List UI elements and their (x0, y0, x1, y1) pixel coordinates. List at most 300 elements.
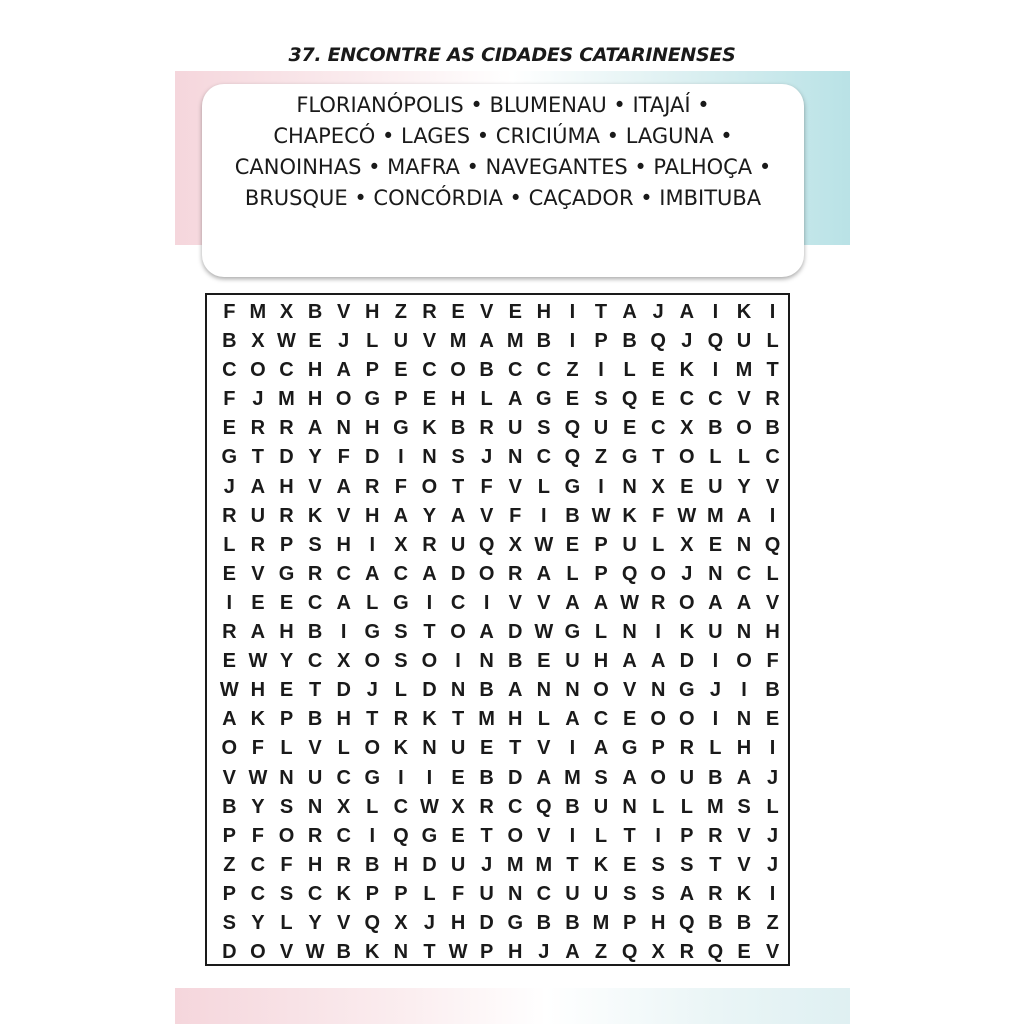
grid-cell-r9-c19[interactable]: N (736, 533, 752, 556)
grid-cell-r4-c2[interactable]: J (252, 388, 264, 411)
grid-cell-r20-c9[interactable]: U (450, 853, 466, 876)
grid-cell-r2-c6[interactable]: L (366, 330, 379, 353)
grid-cell-r10-c5[interactable]: C (336, 562, 351, 585)
grid-cell-r18-c9[interactable]: X (451, 795, 465, 818)
word-search-grid[interactable] (215, 298, 787, 967)
grid-cell-r21-c20[interactable]: I (769, 882, 776, 905)
grid-cell-r15-c14[interactable]: C (593, 708, 609, 731)
grid-cell-r14-c17[interactable]: G (679, 679, 695, 702)
grid-cell-r15-c12[interactable]: L (537, 708, 550, 731)
grid-cell-r18-c7[interactable]: C (393, 795, 409, 818)
grid-cell-r10-c11[interactable]: R (508, 562, 523, 585)
grid-cell-r5-c20[interactable]: B (765, 417, 780, 440)
grid-cell-r21-c18[interactable]: R (708, 882, 723, 905)
grid-cell-r23-c8[interactable]: T (423, 941, 436, 964)
grid-cell-r9-c11[interactable]: X (508, 533, 522, 556)
grid-cell-r8-c13[interactable]: B (565, 504, 580, 527)
grid-cell-r17-c7[interactable]: I (398, 766, 404, 789)
grid-cell-r15-c15[interactable]: E (622, 708, 637, 731)
grid-cell-r13-c18[interactable]: I (712, 650, 719, 673)
grid-cell-r20-c13[interactable]: T (566, 853, 579, 876)
grid-cell-r21-c11[interactable]: N (508, 882, 523, 905)
grid-cell-r18-c13[interactable]: B (565, 795, 580, 818)
grid-cell-r10-c12[interactable]: A (536, 562, 552, 585)
grid-cell-r21-c7[interactable]: P (394, 882, 408, 905)
grid-cell-r9-c13[interactable]: E (565, 533, 580, 556)
grid-cell-r20-c5[interactable]: R (336, 853, 351, 876)
grid-cell-r3-c10[interactable]: B (479, 359, 494, 382)
grid-cell-r16-c6[interactable]: O (364, 737, 381, 760)
grid-cell-r11-c7[interactable]: G (393, 591, 409, 614)
grid-cell-r14-c2[interactable]: H (250, 679, 266, 702)
grid-cell-r17-c13[interactable]: M (564, 766, 581, 789)
grid-cell-r7-c14[interactable]: I (598, 475, 604, 498)
grid-cell-r11-c16[interactable]: R (650, 591, 666, 614)
grid-cell-r4-c14[interactable]: S (594, 388, 608, 411)
grid-cell-r3-c4[interactable]: H (307, 359, 323, 382)
grid-cell-r1-c19[interactable]: K (736, 301, 752, 323)
grid-cell-r22-c14[interactable]: M (592, 911, 610, 934)
grid-cell-r16-c4[interactable]: V (308, 737, 322, 760)
grid-cell-r17-c6[interactable]: G (364, 766, 381, 789)
grid-cell-r12-c18[interactable]: U (708, 621, 723, 644)
grid-cell-r14-c4[interactable]: T (308, 679, 322, 702)
grid-cell-r9-c5[interactable]: H (336, 533, 351, 556)
grid-cell-r15-c9[interactable]: T (451, 708, 465, 731)
grid-cell-r14-c7[interactable]: L (394, 679, 407, 702)
grid-cell-r16-c7[interactable]: K (393, 737, 409, 760)
grid-cell-r22-c15[interactable]: P (622, 911, 637, 934)
grid-cell-r12-c4[interactable]: B (307, 621, 323, 644)
grid-cell-r14-c9[interactable]: N (450, 679, 466, 702)
grid-cell-r23-c4[interactable]: W (305, 941, 325, 964)
grid-cell-r12-c19[interactable]: N (736, 621, 752, 644)
grid-cell-r13-c3[interactable]: Y (279, 650, 294, 673)
grid-cell-r7-c19[interactable]: Y (737, 475, 751, 498)
grid-cell-r6-c14[interactable]: Z (594, 446, 608, 469)
grid-cell-r7-c10[interactable]: F (480, 475, 493, 498)
grid-cell-r4-c6[interactable]: G (364, 388, 381, 411)
grid-cell-r1-c4[interactable]: B (307, 301, 323, 323)
grid-cell-r7-c11[interactable]: V (508, 475, 522, 498)
grid-cell-r2-c7[interactable]: U (393, 330, 409, 353)
grid-cell-r8-c5[interactable]: V (337, 504, 351, 527)
grid-cell-r20-c6[interactable]: B (365, 853, 380, 876)
grid-cell-r10-c19[interactable]: C (736, 562, 752, 585)
grid-cell-r20-c4[interactable]: H (307, 853, 323, 876)
grid-cell-r5-c19[interactable]: O (736, 417, 752, 440)
grid-cell-r3-c1[interactable]: C (222, 359, 237, 382)
grid-cell-r22-c13[interactable]: B (565, 911, 580, 934)
grid-cell-r7-c17[interactable]: E (680, 475, 694, 498)
grid-cell-r8-c11[interactable]: F (509, 504, 522, 527)
grid-cell-r21-c6[interactable]: P (365, 882, 379, 905)
grid-cell-r8-c19[interactable]: A (736, 504, 752, 527)
grid-cell-r9-c9[interactable]: U (450, 533, 466, 556)
grid-cell-r4-c18[interactable]: C (708, 388, 723, 411)
grid-cell-r14-c18[interactable]: J (709, 679, 721, 702)
grid-cell-r23-c18[interactable]: Q (707, 941, 724, 964)
grid-cell-r5-c2[interactable]: R (250, 417, 266, 440)
grid-cell-r1-c5[interactable]: V (337, 301, 351, 323)
grid-cell-r12-c12[interactable]: W (534, 621, 554, 644)
grid-cell-r9-c17[interactable]: X (680, 533, 694, 556)
grid-cell-r12-c6[interactable]: G (364, 621, 381, 644)
grid-cell-r12-c13[interactable]: G (564, 621, 581, 644)
grid-cell-r3-c17[interactable]: K (679, 359, 695, 382)
grid-cell-r12-c2[interactable]: A (250, 621, 266, 644)
grid-cell-r5-c14[interactable]: U (593, 417, 609, 440)
grid-cell-r1-c18[interactable]: I (712, 301, 719, 323)
grid-cell-r4-c11[interactable]: A (508, 388, 523, 411)
grid-cell-r18-c8[interactable]: W (420, 795, 439, 818)
grid-cell-r17-c20[interactable]: J (767, 766, 779, 789)
grid-cell-r20-c11[interactable]: M (506, 853, 524, 876)
grid-cell-r3-c5[interactable]: A (336, 359, 351, 382)
grid-cell-r17-c1[interactable]: V (222, 766, 236, 789)
grid-cell-r11-c18[interactable]: A (708, 591, 723, 614)
grid-cell-r19-c13[interactable]: I (569, 824, 576, 847)
grid-cell-r23-c17[interactable]: R (679, 941, 695, 964)
grid-cell-r17-c9[interactable]: E (451, 766, 465, 789)
grid-cell-r18-c20[interactable]: L (766, 795, 779, 818)
grid-cell-r4-c4[interactable]: H (307, 388, 323, 411)
grid-cell-r23-c19[interactable]: E (737, 941, 751, 964)
grid-cell-r16-c20[interactable]: I (769, 737, 776, 760)
grid-cell-r2-c18[interactable]: Q (707, 330, 724, 353)
grid-cell-r6-c1[interactable]: G (221, 446, 238, 469)
grid-cell-r19-c19[interactable]: V (737, 824, 751, 847)
grid-cell-r10-c7[interactable]: C (393, 562, 409, 585)
grid-cell-r18-c1[interactable]: B (222, 795, 237, 818)
grid-cell-r6-c8[interactable]: N (422, 446, 437, 469)
grid-cell-r11-c1[interactable]: I (226, 591, 233, 614)
grid-cell-r7-c2[interactable]: A (250, 475, 266, 498)
grid-cell-r23-c16[interactable]: X (651, 941, 665, 964)
grid-cell-r16-c12[interactable]: V (537, 737, 551, 760)
grid-cell-r11-c4[interactable]: C (307, 591, 323, 614)
grid-cell-r23-c12[interactable]: J (538, 941, 550, 964)
grid-cell-r4-c12[interactable]: G (536, 388, 552, 411)
grid-cell-r1-c2[interactable]: M (249, 301, 267, 323)
grid-cell-r22-c12[interactable]: B (536, 911, 552, 934)
grid-cell-r8-c3[interactable]: R (279, 504, 294, 527)
grid-cell-r8-c16[interactable]: F (652, 504, 665, 527)
grid-cell-r19-c4[interactable]: R (307, 824, 323, 847)
grid-cell-r15-c4[interactable]: B (307, 708, 323, 731)
grid-cell-r1-c17[interactable]: A (679, 301, 695, 323)
grid-cell-r10-c9[interactable]: D (450, 562, 466, 585)
grid-cell-r12-c16[interactable]: I (655, 621, 661, 644)
grid-cell-r10-c18[interactable]: N (708, 562, 723, 585)
grid-cell-r11-c15[interactable]: W (620, 591, 640, 614)
grid-cell-r14-c6[interactable]: J (366, 679, 378, 702)
grid-cell-r2-c17[interactable]: J (681, 330, 693, 353)
grid-cell-r15-c11[interactable]: H (508, 708, 523, 731)
grid-cell-r2-c11[interactable]: M (506, 330, 524, 353)
grid-cell-r11-c8[interactable]: I (426, 591, 433, 614)
grid-cell-r19-c7[interactable]: Q (393, 824, 409, 847)
grid-cell-r2-c9[interactable]: M (449, 330, 467, 353)
grid-cell-r10-c6[interactable]: A (365, 562, 380, 585)
grid-cell-r12-c8[interactable]: T (423, 621, 436, 644)
grid-cell-r14-c15[interactable]: V (622, 679, 637, 702)
grid-cell-r16-c9[interactable]: U (450, 737, 466, 760)
grid-cell-r12-c1[interactable]: R (222, 621, 237, 644)
grid-cell-r17-c16[interactable]: O (650, 766, 666, 789)
grid-cell-r10-c15[interactable]: Q (621, 562, 638, 585)
grid-cell-r21-c8[interactable]: L (423, 882, 436, 905)
grid-cell-r14-c12[interactable]: N (536, 679, 552, 702)
grid-cell-r6-c6[interactable]: D (365, 446, 380, 469)
grid-cell-r18-c2[interactable]: Y (251, 795, 265, 818)
grid-cell-r17-c15[interactable]: A (622, 766, 637, 789)
grid-cell-r8-c17[interactable]: W (677, 504, 697, 527)
grid-cell-r15-c8[interactable]: K (422, 708, 437, 731)
grid-cell-r6-c19[interactable]: L (737, 446, 751, 469)
grid-cell-r23-c3[interactable]: V (279, 941, 294, 964)
grid-cell-r15-c13[interactable]: A (565, 708, 580, 731)
grid-cell-r12-c11[interactable]: D (508, 621, 523, 644)
grid-cell-r3-c13[interactable]: Z (566, 359, 579, 382)
grid-cell-r15-c3[interactable]: P (279, 708, 294, 731)
grid-cell-r18-c14[interactable]: U (593, 795, 609, 818)
grid-cell-r4-c1[interactable]: F (223, 388, 236, 411)
grid-cell-r18-c19[interactable]: S (737, 795, 751, 818)
grid-cell-r5-c16[interactable]: C (650, 417, 666, 440)
grid-cell-r11-c17[interactable]: O (679, 591, 695, 614)
grid-cell-r11-c11[interactable]: V (508, 591, 522, 614)
grid-cell-r17-c18[interactable]: B (708, 766, 723, 789)
grid-cell-r19-c14[interactable]: L (594, 824, 608, 847)
grid-cell-r5-c10[interactable]: R (479, 417, 494, 440)
grid-cell-r20-c8[interactable]: D (422, 853, 437, 876)
grid-cell-r15-c5[interactable]: H (336, 708, 351, 731)
grid-cell-r9-c12[interactable]: W (534, 533, 554, 556)
grid-cell-r21-c17[interactable]: A (679, 882, 695, 905)
grid-cell-r19-c16[interactable]: I (655, 824, 661, 847)
grid-cell-r13-c9[interactable]: I (455, 650, 461, 673)
grid-cell-r16-c8[interactable]: N (422, 737, 437, 760)
grid-cell-r3-c8[interactable]: C (422, 359, 437, 382)
grid-cell-r21-c13[interactable]: U (565, 882, 580, 905)
grid-cell-r5-c11[interactable]: U (508, 417, 523, 440)
grid-cell-r18-c17[interactable]: L (680, 795, 693, 818)
grid-cell-r19-c20[interactable]: J (767, 824, 779, 847)
grid-cell-r4-c3[interactable]: M (278, 388, 295, 411)
grid-cell-r9-c18[interactable]: E (708, 533, 723, 556)
grid-cell-r3-c19[interactable]: M (735, 359, 753, 382)
grid-cell-r11-c9[interactable]: C (450, 591, 466, 614)
grid-cell-r6-c20[interactable]: C (765, 446, 780, 469)
grid-cell-r1-c10[interactable]: V (479, 301, 494, 323)
grid-cell-r13-c10[interactable]: N (479, 650, 494, 673)
grid-cell-r16-c5[interactable]: L (337, 737, 350, 760)
grid-cell-r11-c20[interactable]: V (765, 591, 780, 614)
grid-cell-r21-c2[interactable]: C (250, 882, 266, 905)
grid-cell-r20-c2[interactable]: C (250, 853, 266, 876)
grid-cell-r12-c3[interactable]: H (279, 621, 294, 644)
grid-cell-r9-c4[interactable]: S (308, 533, 322, 556)
grid-cell-r5-c7[interactable]: G (393, 417, 409, 440)
grid-cell-r19-c11[interactable]: O (507, 824, 524, 847)
grid-cell-r21-c12[interactable]: C (536, 882, 552, 905)
grid-cell-r17-c2[interactable]: W (248, 766, 268, 789)
grid-cell-r18-c6[interactable]: L (366, 795, 379, 818)
grid-cell-r22-c1[interactable]: S (222, 911, 236, 934)
grid-cell-r8-c4[interactable]: K (307, 504, 323, 527)
grid-cell-r18-c18[interactable]: M (707, 795, 724, 818)
grid-cell-r1-c13[interactable]: I (569, 301, 576, 323)
grid-cell-r4-c8[interactable]: E (422, 388, 437, 411)
grid-cell-r14-c8[interactable]: D (422, 679, 437, 702)
grid-cell-r9-c10[interactable]: Q (478, 533, 495, 556)
grid-cell-r23-c9[interactable]: W (448, 941, 468, 964)
grid-cell-r6-c7[interactable]: I (398, 446, 404, 469)
grid-cell-r13-c4[interactable]: C (307, 650, 323, 673)
grid-cell-r9-c2[interactable]: R (250, 533, 266, 556)
grid-cell-r19-c9[interactable]: E (451, 824, 465, 847)
grid-cell-r10-c10[interactable]: O (478, 562, 495, 585)
grid-cell-r14-c10[interactable]: B (479, 679, 494, 702)
grid-cell-r22-c8[interactable]: J (423, 911, 436, 934)
grid-cell-r23-c6[interactable]: K (365, 941, 380, 964)
grid-cell-r5-c4[interactable]: A (307, 417, 323, 440)
grid-cell-r4-c7[interactable]: P (394, 388, 408, 411)
grid-cell-r2-c13[interactable]: I (569, 330, 576, 353)
grid-cell-r23-c15[interactable]: Q (621, 941, 638, 964)
grid-cell-r12-c5[interactable]: I (340, 621, 347, 644)
grid-cell-r21-c19[interactable]: K (736, 882, 752, 905)
grid-cell-r1-c3[interactable]: X (279, 301, 294, 323)
grid-cell-r15-c19[interactable]: N (736, 708, 752, 731)
grid-cell-r3-c20[interactable]: T (766, 359, 779, 382)
grid-cell-r15-c10[interactable]: M (478, 708, 495, 731)
grid-cell-r18-c12[interactable]: Q (536, 795, 552, 818)
grid-cell-r17-c11[interactable]: D (508, 766, 523, 789)
grid-cell-r14-c19[interactable]: I (741, 679, 747, 702)
grid-cell-r22-c20[interactable]: Z (766, 911, 779, 934)
grid-cell-r16-c19[interactable]: H (736, 737, 752, 760)
grid-cell-r9-c3[interactable]: P (279, 533, 294, 556)
grid-cell-r3-c11[interactable]: C (508, 359, 523, 382)
grid-cell-r20-c15[interactable]: E (622, 853, 637, 876)
grid-cell-r16-c16[interactable]: P (651, 737, 665, 760)
grid-cell-r13-c8[interactable]: O (421, 650, 438, 673)
grid-cell-r6-c16[interactable]: T (652, 446, 665, 469)
grid-cell-r7-c6[interactable]: R (365, 475, 380, 498)
grid-cell-r22-c3[interactable]: L (280, 911, 293, 934)
grid-cell-r5-c5[interactable]: N (336, 417, 351, 440)
grid-cell-r3-c14[interactable]: I (598, 359, 604, 382)
grid-cell-r17-c14[interactable]: S (594, 766, 608, 789)
grid-cell-r3-c6[interactable]: P (365, 359, 379, 382)
grid-cell-r21-c9[interactable]: F (451, 882, 465, 905)
grid-cell-r19-c6[interactable]: I (369, 824, 376, 847)
grid-cell-r7-c4[interactable]: V (308, 475, 322, 498)
grid-cell-r4-c5[interactable]: O (335, 388, 352, 411)
grid-cell-r23-c10[interactable]: P (479, 941, 494, 964)
grid-cell-r21-c3[interactable]: S (279, 882, 294, 905)
grid-cell-r12-c17[interactable]: K (679, 621, 695, 644)
grid-cell-r9-c20[interactable]: Q (764, 533, 781, 556)
grid-cell-r2-c2[interactable]: X (251, 330, 265, 353)
grid-cell-r22-c17[interactable]: Q (679, 911, 695, 934)
grid-cell-r13-c2[interactable]: W (248, 650, 268, 673)
grid-cell-r5-c1[interactable]: E (222, 417, 236, 440)
grid-cell-r7-c18[interactable]: U (708, 475, 723, 498)
grid-cell-r6-c11[interactable]: N (508, 446, 523, 469)
grid-cell-r11-c13[interactable]: A (565, 591, 580, 614)
grid-cell-r4-c13[interactable]: E (565, 388, 580, 411)
grid-cell-r15-c20[interactable]: E (765, 708, 780, 731)
grid-cell-r21-c14[interactable]: U (593, 882, 609, 905)
grid-cell-r15-c18[interactable]: I (712, 708, 719, 731)
grid-cell-r19-c18[interactable]: R (708, 824, 723, 847)
grid-cell-r6-c4[interactable]: Y (308, 446, 322, 469)
grid-cell-r3-c16[interactable]: E (651, 359, 665, 382)
grid-cell-r18-c10[interactable]: R (479, 795, 494, 818)
grid-cell-r7-c13[interactable]: G (564, 475, 581, 498)
grid-cell-r2-c14[interactable]: P (594, 330, 608, 353)
grid-cell-r5-c18[interactable]: B (708, 417, 723, 440)
grid-cell-r13-c6[interactable]: O (364, 650, 381, 673)
grid-cell-r16-c18[interactable]: L (709, 737, 722, 760)
grid-cell-r14-c11[interactable]: A (508, 679, 523, 702)
grid-cell-r14-c5[interactable]: D (336, 679, 351, 702)
grid-cell-r23-c2[interactable]: O (250, 941, 266, 964)
grid-cell-r11-c14[interactable]: A (593, 591, 609, 614)
grid-cell-r5-c3[interactable]: R (279, 417, 294, 440)
grid-cell-r6-c12[interactable]: C (536, 446, 552, 469)
grid-cell-r5-c15[interactable]: E (622, 417, 637, 440)
grid-cell-r8-c8[interactable]: Y (422, 504, 437, 527)
grid-cell-r19-c2[interactable]: F (251, 824, 264, 847)
grid-cell-r10-c8[interactable]: A (422, 562, 437, 585)
grid-cell-r20-c3[interactable]: F (280, 853, 293, 876)
grid-cell-r11-c2[interactable]: E (251, 591, 265, 614)
grid-cell-r23-c20[interactable]: V (765, 941, 780, 964)
grid-cell-r8-c7[interactable]: A (393, 504, 409, 527)
grid-cell-r22-c7[interactable]: X (394, 911, 408, 934)
grid-cell-r2-c3[interactable]: W (277, 330, 296, 353)
grid-cell-r23-c11[interactable]: H (508, 941, 523, 964)
grid-cell-r22-c5[interactable]: V (337, 911, 351, 934)
grid-cell-r12-c20[interactable]: H (765, 621, 780, 644)
grid-cell-r23-c13[interactable]: A (565, 941, 580, 964)
grid-cell-r12-c9[interactable]: O (450, 621, 466, 644)
grid-cell-r17-c12[interactable]: A (536, 766, 552, 789)
grid-cell-r6-c5[interactable]: F (337, 446, 350, 469)
grid-cell-r17-c8[interactable]: I (426, 766, 433, 789)
grid-cell-r4-c19[interactable]: V (737, 388, 751, 411)
grid-cell-r20-c17[interactable]: S (680, 853, 694, 876)
grid-cell-r1-c15[interactable]: A (622, 301, 637, 323)
grid-cell-r2-c19[interactable]: U (736, 330, 752, 353)
grid-cell-r8-c12[interactable]: I (541, 504, 547, 527)
grid-cell-r13-c15[interactable]: A (622, 650, 637, 673)
grid-cell-r3-c3[interactable]: C (279, 359, 294, 382)
grid-cell-r12-c14[interactable]: L (594, 621, 608, 644)
grid-cell-r2-c16[interactable]: Q (650, 330, 666, 353)
grid-cell-r10-c2[interactable]: V (251, 562, 265, 585)
grid-cell-r11-c6[interactable]: L (366, 591, 379, 614)
grid-cell-r18-c16[interactable]: L (652, 795, 665, 818)
grid-cell-r20-c14[interactable]: K (593, 853, 609, 876)
grid-cell-r22-c11[interactable]: G (507, 911, 524, 934)
grid-cell-r10-c13[interactable]: L (566, 562, 579, 585)
grid-cell-r15-c6[interactable]: T (366, 708, 379, 731)
